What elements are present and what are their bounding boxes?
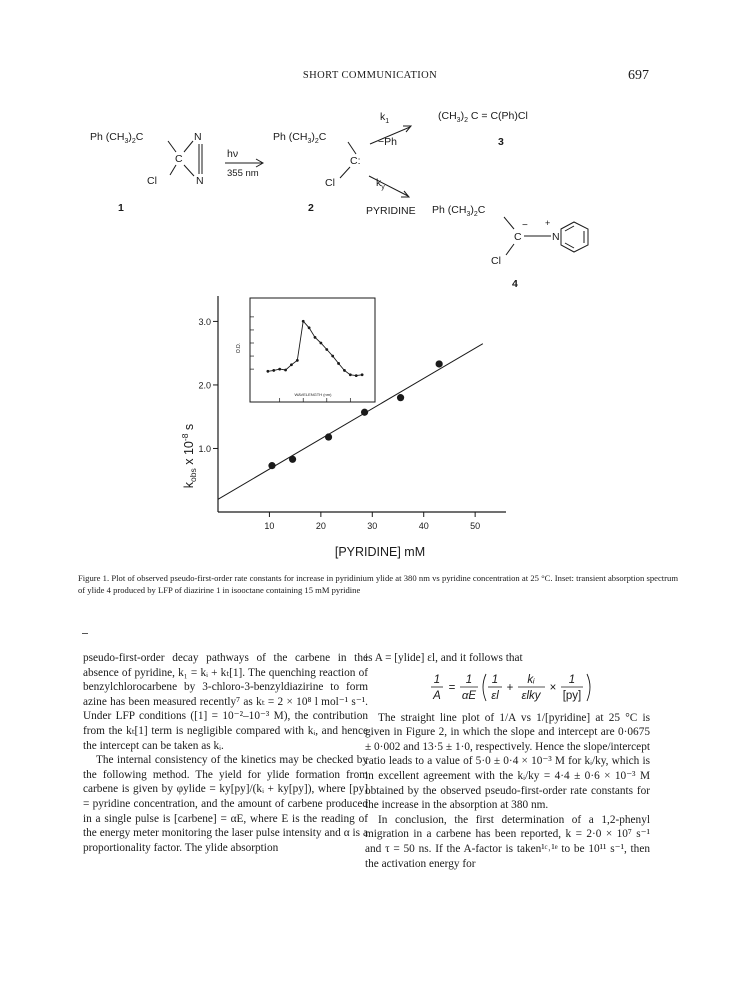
y-axis-label: $k_{obs}$ x $10^{-8}$ s — [180, 423, 198, 489]
eq-t2-num: kᵢ — [527, 673, 535, 686]
eq-times: × — [549, 681, 557, 694]
y-tick-label: 2.0 — [198, 380, 211, 391]
eq-t1-den: εl — [491, 689, 499, 702]
inset-point — [319, 342, 322, 345]
k1-label: $k_1$ — [380, 111, 390, 125]
inset-point — [343, 369, 346, 372]
inset-point — [314, 336, 317, 339]
left-paragraph-1: pseudo-first-order decay pathways of the carbene in the absence of pyridine, k₁ = kᵢ + kₜ[1]. The quenching reaction of benzylchlorocarbene by 3-chloro-3-benzyldiazirine to form azine has been measured recently⁷ as kₜ = 2 × 10⁸ l mol⁻¹ s⁻¹. Under LFP conditions ([1] = 10⁻²–10⁻³ M), the contribution from the kₜ[1] term is negligible compared with kᵢ, and hence the intercept can be taken as kᵢ. — [83, 652, 368, 752]
product-4-c: C — [514, 231, 522, 243]
eq-mid-num: 1 — [465, 673, 473, 686]
equation — [365, 671, 650, 705]
s1-cl: Cl — [147, 175, 157, 187]
product-3-label: 3 — [498, 136, 504, 148]
s1-label: 1 — [118, 202, 124, 214]
product-4-label: 4 — [512, 278, 518, 290]
s2-label: 2 — [308, 202, 314, 214]
eq-mid-den: αE — [461, 689, 477, 702]
caption-text: Plot of observed pseudo-first-order rate constants for increase in pyridinium ylide at 380 nm vs pyridine concentration at 25 °C. Inset: transient absorption spectrum of ylide 4 produced by LFP of diazirine 1 in isooctane containing 15 mM pyridine — [78, 573, 678, 595]
data-point — [289, 456, 296, 463]
inset-point — [296, 359, 299, 362]
product-4-plus: + — [545, 218, 551, 228]
right-column — [365, 651, 650, 871]
inset-point — [290, 363, 293, 366]
right-paragraph-3: In conclusion, the first determination of a 1,2-phenyl migration in a carbene has been reported, k = 2·0 × 10⁷ s⁻¹ and τ = 50 ns. If the A-factor is taken¹ᶜ˒¹ᵉ to be 10¹¹ s⁻¹, then the activation energy for — [365, 813, 650, 870]
eq-plus: + — [506, 681, 514, 694]
data-point — [436, 360, 443, 367]
x-tick-label: 40 — [418, 521, 429, 531]
s1-n-bottom: N — [196, 175, 204, 187]
x-tick-label: 10 — [264, 521, 275, 531]
inset-point — [272, 369, 275, 372]
data-point — [268, 462, 275, 469]
inset-point — [355, 374, 358, 377]
pyridine-reagent: PYRIDINE — [366, 205, 416, 217]
left-paragraph-2: The internal consistency of the kinetics may be checked by the following method. The yield for ylide formation from carbene is given by φylide = ky[py]/(kᵢ + ky[py]), where [py] = pyridine concentration, and the amount of carbene produced in a single pulse is [carbene] = αE, where E is the reading of the energy meter monitoring the laser pulse intensity and α is a proportionality factor. The ylide absorption — [83, 754, 368, 854]
inset-y-label: O.D. — [236, 342, 242, 354]
page-number: 697 — [628, 68, 649, 83]
running-header: SHORT COMMUNICATION — [302, 70, 438, 81]
inset-point — [278, 368, 281, 371]
right-paragraph-2: The straight line plot of 1/A vs 1/[pyridine] at 25 °C is given in Figure 2, in which the slope and intercept are 0·0675 ± 0·002 and 13·5 ± 1·0, respectively. Hence the slope/intercept ratio leads to a value of 5·0 ± 0·4 × 10⁻³ M for kᵢ/ky, which is in excellent agreement with the kᵢ/ky = 4·4 ± 0·6 × 10⁻³ M obtained by the observed pseudo-first-order rate constants for the increase in the absorption at 380 nm. — [365, 711, 650, 812]
eq-t1-num: 1 — [491, 673, 499, 686]
reaction-scheme — [0, 0, 740, 300]
s1-substituent: Ph $(CH_3)_2C$ — [90, 131, 144, 145]
inset-point — [308, 326, 311, 329]
data-point — [397, 394, 404, 401]
inset-point — [361, 373, 364, 376]
s1-n-top: N — [194, 131, 202, 143]
x-axis-label: [PYRIDINE] mM — [334, 545, 426, 559]
y-axis-ticks — [198, 317, 218, 454]
inset-x-label: WAVELENGTH (nm) — [294, 392, 332, 397]
wavelength-label: 355 nm — [227, 168, 259, 179]
s2-substituent: Ph $(CH_3)_2C$ — [273, 131, 327, 145]
x-tick-label: 50 — [470, 521, 481, 531]
caption-label: Figure 1. — [78, 573, 110, 583]
hv-label: hν — [227, 148, 239, 160]
y-tick-label: 1.0 — [198, 443, 211, 454]
left-column — [83, 651, 368, 855]
inset-point — [302, 320, 305, 323]
eq-t2-den: εlky — [521, 689, 541, 702]
inset-point — [349, 373, 352, 376]
rate-constant-plot — [0, 290, 740, 560]
x-tick-label: 20 — [315, 521, 326, 531]
eq-t3-num: 1 — [568, 673, 576, 686]
y-tick-label: 3.0 — [198, 316, 211, 327]
inset-point — [331, 355, 334, 358]
inset-point — [284, 369, 287, 372]
inset-point — [337, 362, 340, 365]
data-point — [361, 409, 368, 416]
eq-lhs-den: A — [433, 689, 441, 702]
inset-point — [325, 348, 328, 351]
right-paragraph-1: is A = [ylide] εl, and it follows that — [365, 652, 523, 664]
minus-ph-label: −Ph — [378, 136, 397, 148]
margin-mark — [82, 633, 88, 634]
ky-label: $k_y$ — [376, 177, 385, 191]
eq-lhs-num: 1 — [433, 673, 441, 686]
product-4-substituent: Ph $(CH_3)_2C$ — [432, 204, 486, 218]
product-4-n: N — [552, 231, 560, 243]
s1-c: C — [175, 153, 183, 165]
x-tick-label: 30 — [367, 521, 378, 531]
x-axis-ticks — [264, 512, 480, 531]
s2-cl: Cl — [325, 177, 335, 189]
product-4-minus: − — [522, 220, 528, 231]
data-point — [325, 433, 332, 440]
product-3-formula: $(CH_3)_2$ C = C(Ph)Cl — [438, 110, 528, 124]
equation-svg — [365, 671, 650, 705]
s2-carbene: C: — [350, 155, 361, 167]
inset-spectrum — [236, 298, 375, 402]
eq-equals: = — [448, 681, 456, 694]
product-4-cl: Cl — [491, 255, 501, 267]
figure-caption — [78, 572, 678, 596]
inset-point — [266, 370, 269, 373]
eq-t3-den: [py] — [562, 689, 582, 702]
